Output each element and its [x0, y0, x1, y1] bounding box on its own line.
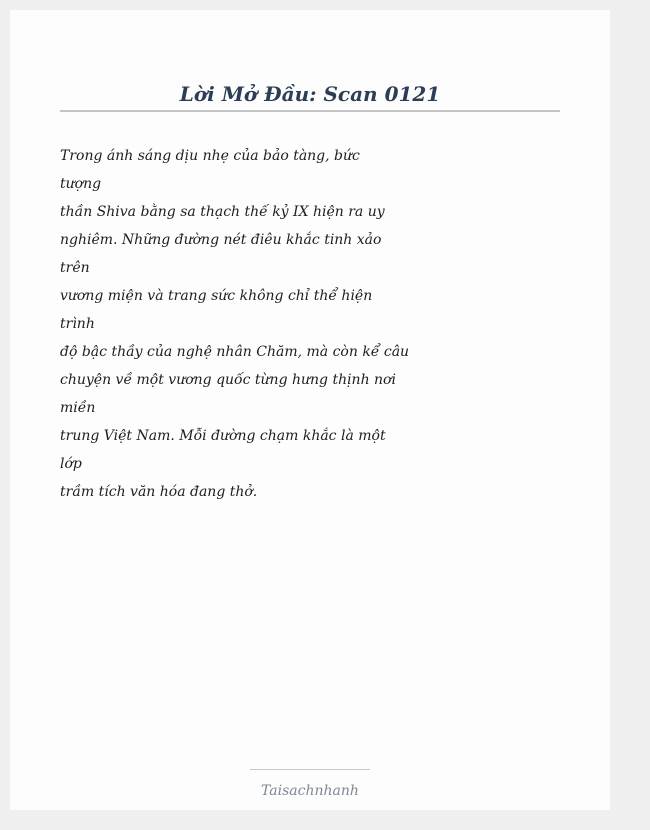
title-divider — [60, 110, 560, 112]
text-line: Trong ánh sáng dịu nhẹ của bảo tàng, bức — [60, 148, 360, 164]
text-line: chuyện về một vương quốc từng hưng thịnh nơi — [60, 372, 396, 388]
text-line: trình — [60, 316, 95, 332]
body-text — [60, 143, 410, 507]
page-title: Lời Mở Đầu: Scan 0121 — [179, 82, 441, 106]
footer-brand: Taisachnhanh — [261, 783, 359, 799]
text-line: lớp — [60, 456, 82, 472]
text-line: vương miện và trang sức không chỉ thể hiện — [60, 288, 373, 304]
text-line: trầm tích văn hóa đang thở. — [60, 484, 258, 500]
footer-divider — [250, 769, 370, 770]
text-line: thần Shiva bằng sa thạch thế kỷ IX hiện ra uy — [60, 204, 385, 220]
text-line: nghiêm. Những đường nét điêu khắc tinh xảo — [60, 232, 382, 248]
text-line: miền — [60, 400, 96, 416]
text-line: trung Việt Nam. Mỗi đường chạm khắc là một — [60, 428, 386, 444]
document-page — [10, 10, 610, 810]
text-line: trên — [60, 260, 90, 276]
text-line: độ bậc thầy của nghệ nhân Chăm, mà còn kể câu — [60, 344, 410, 360]
text-line: tượng — [60, 176, 102, 192]
